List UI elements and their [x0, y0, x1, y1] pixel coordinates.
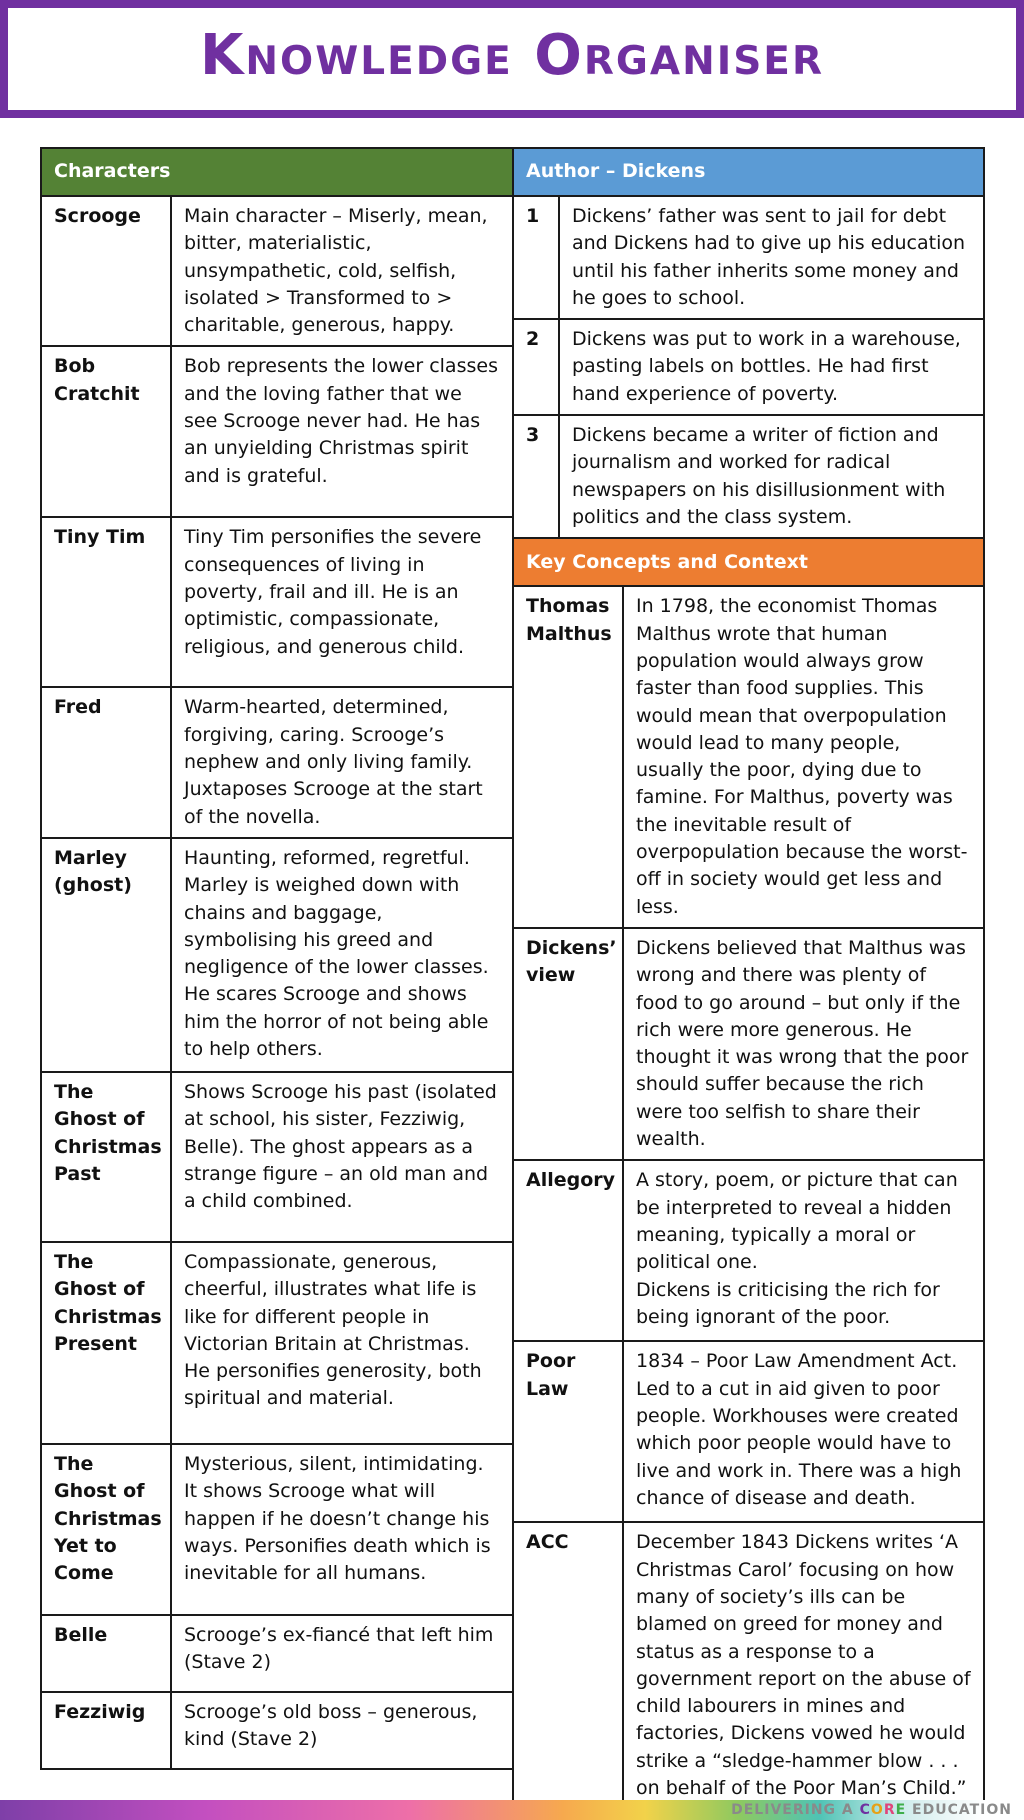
- character-description: Mysterious, silent, intimidating. It shows Scrooge what will happen if he doesn’t change his ways. Personifies death which is inevitable for all humans.: [171, 1444, 513, 1615]
- author-row-number: 3: [513, 415, 559, 538]
- concept-text: Dickens believed that Malthus was wrong and there was plenty of food to go around – but only if the rich were more generous. He thought it was wrong that the poor should suffer because the rich were too selfish to share their wealth.: [623, 928, 984, 1160]
- concept-text: 1834 – Poor Law Amendment Act. Led to a cut in aid given to poor people. Workhouses were created which poor people would have to live and work in. There was a high chance of disease and death.: [623, 1341, 984, 1522]
- character-name: Tiny Tim: [41, 517, 171, 687]
- author-row-number: 1: [513, 196, 559, 319]
- character-row: [41, 838, 513, 1072]
- footer-tagline: [731, 1801, 1012, 1819]
- concept-term: Poor Law: [513, 1341, 623, 1522]
- concept-term: Thomas Malthus: [513, 586, 623, 928]
- footer-suffix: EDUCATION: [906, 1802, 1012, 1818]
- character-description: Warm-hearted, determined, forgiving, caring. Scrooge’s nephew and only living family. Juxtaposes Scrooge at the start of the novella.: [171, 687, 513, 837]
- character-name: Belle: [41, 1615, 171, 1692]
- concept-row: [513, 1522, 984, 1812]
- character-name: The Ghost of Christmas Yet to Come: [41, 1444, 171, 1615]
- title-banner: [0, 0, 1024, 118]
- character-row: [41, 1692, 513, 1769]
- author-heading: Author – Dickens: [513, 148, 984, 196]
- character-row: [41, 1444, 513, 1615]
- context-table: [512, 147, 985, 1813]
- character-row: [41, 517, 513, 687]
- author-row: [513, 415, 984, 538]
- footer-letter-c: C: [859, 1802, 871, 1818]
- concept-text-extra: Dickens is criticising the rich for being ignorant of the poor.: [636, 1278, 940, 1328]
- concept-row: [513, 1341, 984, 1522]
- author-row-text: Dickens’ father was sent to jail for debt and Dickens had to give up his education until his father inherits some money and he goes to school.: [559, 196, 984, 319]
- character-row: [41, 1072, 513, 1242]
- character-row: [41, 1615, 513, 1692]
- character-row: [41, 196, 513, 346]
- concept-text: A story, poem, or picture that can be interpreted to reveal a hidden meaning, typically a moral or political one.: [636, 1169, 958, 1274]
- character-name: Fred: [41, 687, 171, 837]
- page-title: Knowledge Organiser: [200, 23, 824, 88]
- concept-row: [513, 928, 984, 1160]
- footer-letter-e: E: [895, 1802, 907, 1818]
- author-row-number: 2: [513, 319, 559, 415]
- character-name: The Ghost of Christmas Present: [41, 1242, 171, 1444]
- concept-row: [513, 586, 984, 928]
- concept-text: In 1798, the economist Thomas Malthus wrote that human population would always grow faster than food supplies. This would mean that overpopulation would lead to many people, usually the poor, dying due to famine. For Malthus, poverty was the inevitable result of overpopulation because the worst-off in society would get less and less.: [623, 586, 984, 928]
- concepts-heading: Key Concepts and Context: [513, 538, 984, 586]
- character-description: Scrooge’s ex-fiancé that left him (Stave 2): [171, 1615, 513, 1692]
- footer-letter-o: O: [870, 1802, 884, 1818]
- character-description: Scrooge’s old boss – generous, kind (Stave 2): [171, 1692, 513, 1769]
- character-name: Bob Cratchit: [41, 346, 171, 517]
- character-description: Haunting, reformed, regretful. Marley is weighed down with chains and baggage, symbolising his greed and negligence of the lower classes. He scares Scrooge and shows him the horror of not being able to help others.: [171, 838, 513, 1072]
- concept-row: [513, 1160, 984, 1341]
- character-description: Tiny Tim personifies the severe consequences of living in poverty, frail and ill. He is an optimistic, compassionate, religious, and generous child.: [171, 517, 513, 687]
- character-name: Fezziwig: [41, 1692, 171, 1769]
- concept-term: Dickens’ view: [513, 928, 623, 1160]
- concept-term: ACC: [513, 1522, 623, 1812]
- author-row: [513, 319, 984, 415]
- characters-table: [40, 147, 514, 1770]
- character-description: Main character – Miserly, mean, bitter, materialistic, unsympathetic, cold, selfish, isolated > Transformed to > charitable, generous, happy.: [171, 196, 513, 346]
- character-description: Shows Scrooge his past (isolated at school, his sister, Fezziwig, Belle). The ghost appears as a strange figure – an old man and a child combined.: [171, 1072, 513, 1242]
- characters-heading: Characters: [41, 148, 513, 196]
- footer-prefix: DELIVERING A: [731, 1802, 860, 1818]
- character-row: [41, 687, 513, 837]
- author-row-text: Dickens was put to work in a warehouse, pasting labels on bottles. He had first hand experience of poverty.: [559, 319, 984, 415]
- character-description: Bob represents the lower classes and the loving father that we see Scrooge never had. He has an unyielding Christmas spirit and is grateful.: [171, 346, 513, 517]
- character-description: Compassionate, generous, cheerful, illustrates what life is like for different people in Victorian Britain at Christmas. He personifies generosity, both spiritual and material.: [171, 1242, 513, 1444]
- concept-text-cell: [623, 1160, 984, 1341]
- character-name: The Ghost of Christmas Past: [41, 1072, 171, 1242]
- author-row-text: Dickens became a writer of fiction and journalism and worked for radical newspapers on his disillusionment with politics and the class system.: [559, 415, 984, 538]
- character-name: Marley (ghost): [41, 838, 171, 1072]
- character-row: [41, 1242, 513, 1444]
- character-name: Scrooge: [41, 196, 171, 346]
- author-row: [513, 196, 984, 319]
- concept-term: Allegory: [513, 1160, 623, 1341]
- concept-text: December 1843 Dickens writes ‘A Christmas Carol’ focusing on how many of society’s ills can be blamed on greed for money and status as a response to a government report on the abuse of child labourers in mines and factories, Dickens vowed he would strike a “sledge-hammer blow . . . on behalf of the Poor Man’s Child.”: [623, 1522, 984, 1812]
- character-row: [41, 346, 513, 517]
- footer-letter-r: R: [883, 1802, 896, 1818]
